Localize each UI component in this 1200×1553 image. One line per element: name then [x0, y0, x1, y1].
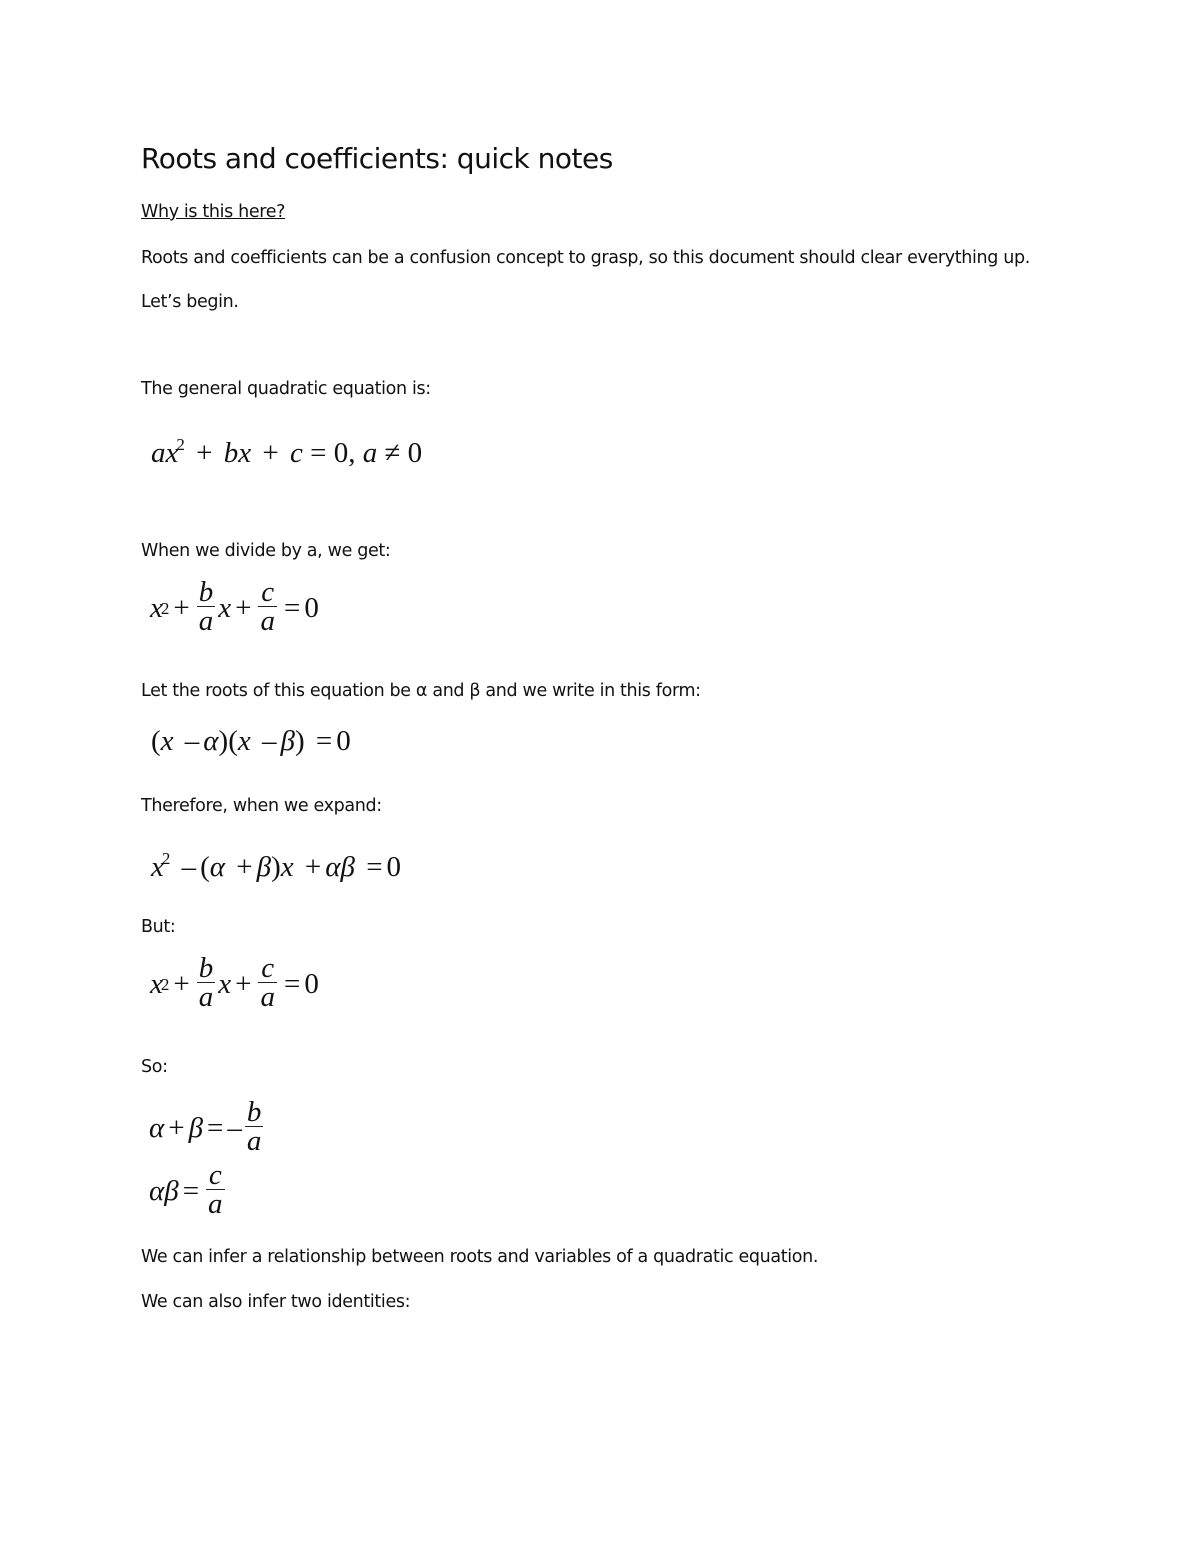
divided-equation-repeat	[150, 952, 319, 1013]
but-label: But:	[141, 917, 176, 937]
factored-equation	[151, 725, 351, 758]
eq-paren: (	[228, 725, 238, 757]
fraction-numerator: b	[198, 576, 214, 608]
eq-var: β	[256, 851, 272, 883]
divided-equation	[150, 576, 319, 637]
eq-exponent: 2	[176, 435, 185, 454]
eq-var: α	[209, 851, 226, 883]
eq-constant: 0	[304, 592, 319, 624]
eq-operator: =	[310, 437, 327, 469]
eq-var: α	[325, 851, 341, 883]
infer-relationship-paragraph: We can infer a relationship between roots and variables of a quadratic equation.	[141, 1247, 819, 1267]
eq-var: b	[223, 437, 239, 469]
eq-var: α	[149, 1112, 165, 1144]
eq-operator: +	[173, 968, 190, 1000]
eq-var: c	[289, 437, 303, 469]
fraction	[197, 578, 216, 635]
general-equation-label: The general quadratic equation is:	[141, 379, 431, 399]
eq-operator: =	[283, 968, 301, 1000]
eq-var: x	[150, 968, 163, 1000]
eq-var: β	[340, 851, 355, 883]
fraction-denominator: a	[198, 605, 214, 637]
fraction-denominator: a	[198, 981, 214, 1013]
eq-operator: =	[315, 725, 333, 757]
begin-paragraph: Let’s begin.	[141, 292, 239, 312]
eq-var: α	[203, 725, 219, 757]
fraction-numerator: c	[258, 954, 277, 983]
eq-operator: =	[207, 1112, 224, 1144]
infer-identities-paragraph: We can also infer two identities:	[141, 1292, 411, 1312]
eq-var: a	[362, 437, 378, 469]
eq-operator: +	[235, 968, 252, 1000]
eq-operator: –	[181, 851, 197, 883]
eq-exponent: 2	[161, 849, 171, 868]
eq-var: β	[164, 1175, 179, 1207]
eq-paren: (	[151, 725, 161, 757]
sum-of-roots-equation	[149, 1096, 266, 1157]
eq-exponent: 2	[160, 974, 170, 994]
eq-var: x	[238, 437, 252, 469]
eq-var: α	[149, 1175, 165, 1207]
product-of-roots-equation	[149, 1159, 228, 1220]
fraction-denominator: a	[246, 1125, 262, 1157]
fraction	[197, 954, 216, 1011]
fraction	[245, 1098, 264, 1155]
fraction-numerator: b	[246, 1096, 262, 1128]
eq-operator: +	[304, 851, 322, 883]
eq-var: x	[150, 592, 163, 624]
eq-var: x	[218, 592, 232, 624]
roots-label: Let the roots of this equation be α and β and we write in this form:	[141, 681, 701, 701]
fraction-numerator: c	[258, 578, 277, 607]
fraction	[258, 578, 277, 635]
fraction-numerator: c	[206, 1161, 225, 1190]
eq-constant: 0	[304, 968, 319, 1000]
fraction	[258, 954, 277, 1011]
eq-var: x	[237, 725, 251, 757]
eq-operator: +	[168, 1112, 185, 1144]
eq-operator: +	[236, 851, 253, 883]
expand-label: Therefore, when we expand:	[141, 796, 382, 816]
eq-operator: ≠	[384, 437, 401, 469]
eq-operator: +	[235, 592, 252, 624]
eq-var: β	[188, 1112, 204, 1144]
eq-var: β	[280, 725, 295, 757]
eq-var: a	[151, 437, 166, 469]
eq-operator: +	[196, 437, 213, 469]
eq-var: x	[280, 851, 294, 883]
eq-operator: –	[184, 725, 200, 757]
eq-var: x	[151, 851, 164, 883]
fraction	[206, 1161, 225, 1218]
section-heading: Why is this here?	[141, 202, 286, 222]
eq-constant: 0	[386, 851, 402, 883]
eq-operator: =	[366, 851, 383, 883]
fraction-denominator: a	[260, 981, 275, 1013]
eq-constant: 0	[407, 437, 423, 469]
eq-operator: –	[262, 725, 277, 757]
eq-paren: )	[218, 725, 229, 757]
eq-operator: +	[173, 592, 190, 624]
eq-var: x	[165, 437, 179, 469]
eq-constant: 0,	[333, 437, 356, 469]
eq-operator: =	[283, 592, 301, 624]
page-title: Roots and coefficients: quick notes	[141, 142, 613, 175]
eq-paren: )	[294, 725, 305, 757]
eq-exponent: 2	[160, 598, 170, 618]
eq-var: x	[218, 968, 232, 1000]
expanded-equation: $x^2 - (\alpha + \beta)x + \alpha\beta = 0$	[151, 849, 402, 883]
general-quadratic-equation	[151, 435, 422, 470]
fraction-numerator: b	[198, 952, 214, 984]
intro-paragraph: Roots and coefficients can be a confusion concept to grasp, so this document should clear everything up.	[141, 248, 1030, 268]
eq-operator: =	[182, 1175, 200, 1207]
fraction-denominator: a	[260, 605, 275, 637]
fraction-denominator: a	[208, 1188, 223, 1220]
eq-var: x	[160, 725, 174, 757]
so-label: So:	[141, 1057, 168, 1077]
eq-operator: +	[262, 437, 279, 469]
divide-label: When we divide by a, we get:	[141, 541, 391, 561]
eq-constant: 0	[336, 725, 351, 757]
eq-operator: –	[227, 1112, 242, 1144]
